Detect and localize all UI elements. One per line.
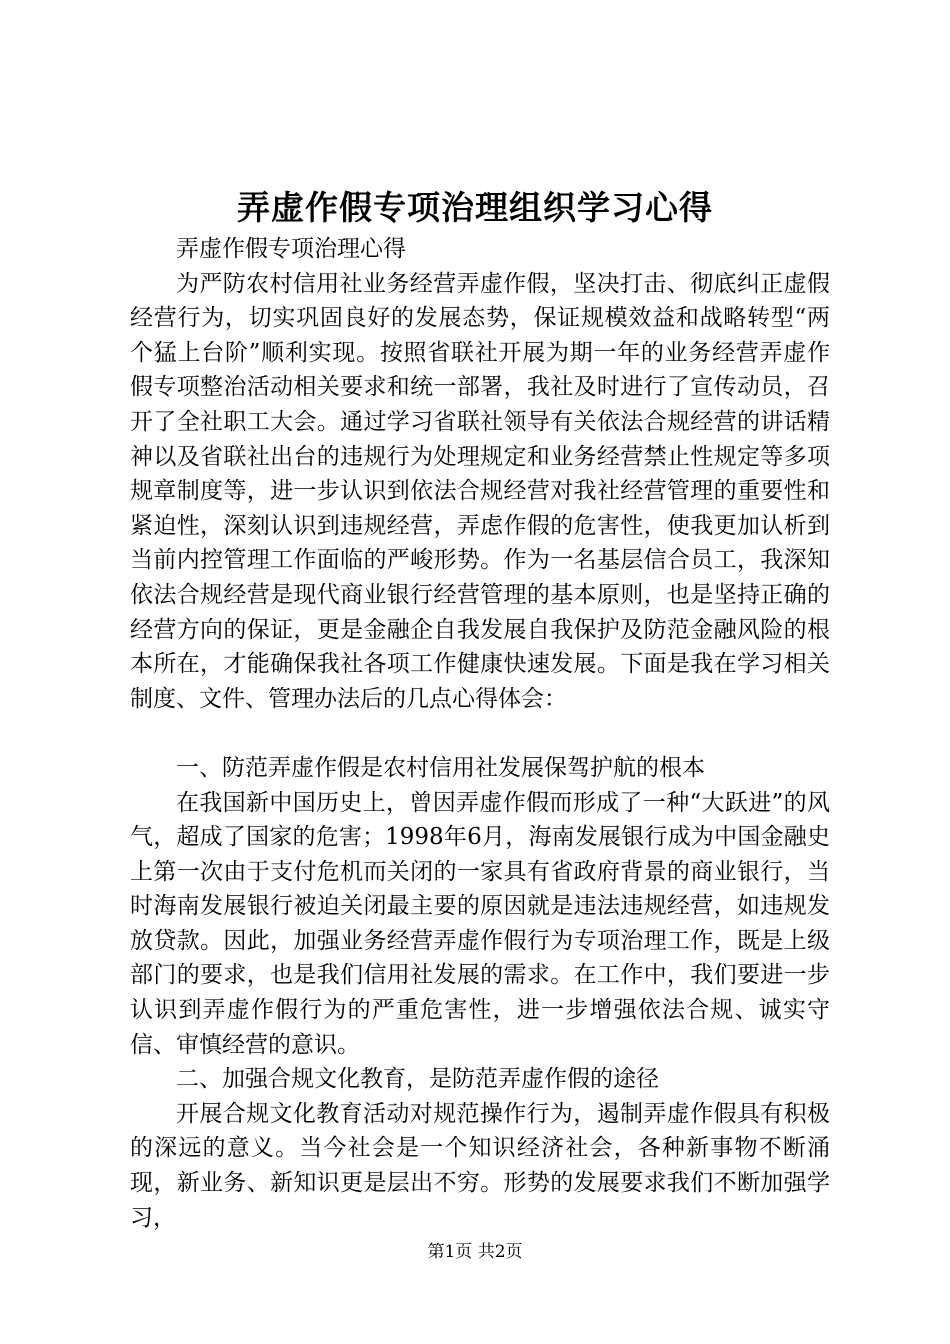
section-paragraph-1: 在我国新中国历史上，曾因弄虚作假而形成了一种“大跃进”的风气，超成了国家的危害；1998年6月，海南发展银行成为中国金融史上第一次由于支付危机而关闭的一家具有省政府背景的商业银行，当时海南发展银行被迫关闭最主要的原因就是违法违规经营，如违规发放贷款。因此，加强业务经营弄虚作假行为专项治理工作，既是上级部门的要求，也是我们信用社发展的需求。在工作中，我们要进一步认识到弄虚作假行为的严重危害性，进一步增强依法合规、诚实守信、审慎经营的意识。 xyxy=(130,789,830,1058)
document-body xyxy=(130,232,830,1235)
section-paragraph-2: 开展合规文化教育活动对规范操作行为，遏制弄虚作假具有积极的深远的意义。当今社会是一个知识经济社会，各种新事物不断涌现，新业务、新知识更是层出不穷。形势的发展要求我们不断加强学习， xyxy=(130,1100,830,1231)
page-footer: 第1页 共2页 xyxy=(427,1242,523,1262)
section-heading-1: 一、防范弄虚作假是农村信用社发展保驾护航的根本 xyxy=(176,754,705,781)
paragraph-spacer xyxy=(130,716,830,751)
document-title: 弄虚作假专项治理组织学习心得 xyxy=(237,188,713,227)
subtitle-paragraph: 弄虚作假专项治理心得 xyxy=(176,236,406,262)
section-heading-2: 二、加强合规文化教育，是防范弄虚作假的途径 xyxy=(176,1066,659,1093)
intro-paragraph: 为严防农村信用社业务经营弄虚作假，坚决打击、彻底纠正虚假经营行为，切实巩固良好的发展态势，保证规模效益和战略转型“两个猛上台阶”顺利实现。按照省联社开展为期一年的业务经营弄虚作假专项整治活动相关要求和统一部署，我社及时进行了宣传动员，召开了全社职工大会。通过学习省联社领导有关依法合规经营的讲话精神以及省联社出台的违规行为处理规定和业务经营禁止性规定等多项规章制度等，进一步认识到依法合规经营对我社经营管理的重要性和紧迫性，深刻认识到违规经营，弄虑作假的危害性，使我更加认析到当前内控管理工作面临的严峻形势。作为一名基层信合员工，我深知依法合规经营是现代商业银行经营管理的基本原则，也是坚持正确的经营方向的保证，更是金融企自我发展自我保护及防范金融风险的根本所在，才能确保我社各项工作健康快速发展。下面是我在学习相关制度、文件、管理办法后的几点心得体会： xyxy=(130,270,830,712)
